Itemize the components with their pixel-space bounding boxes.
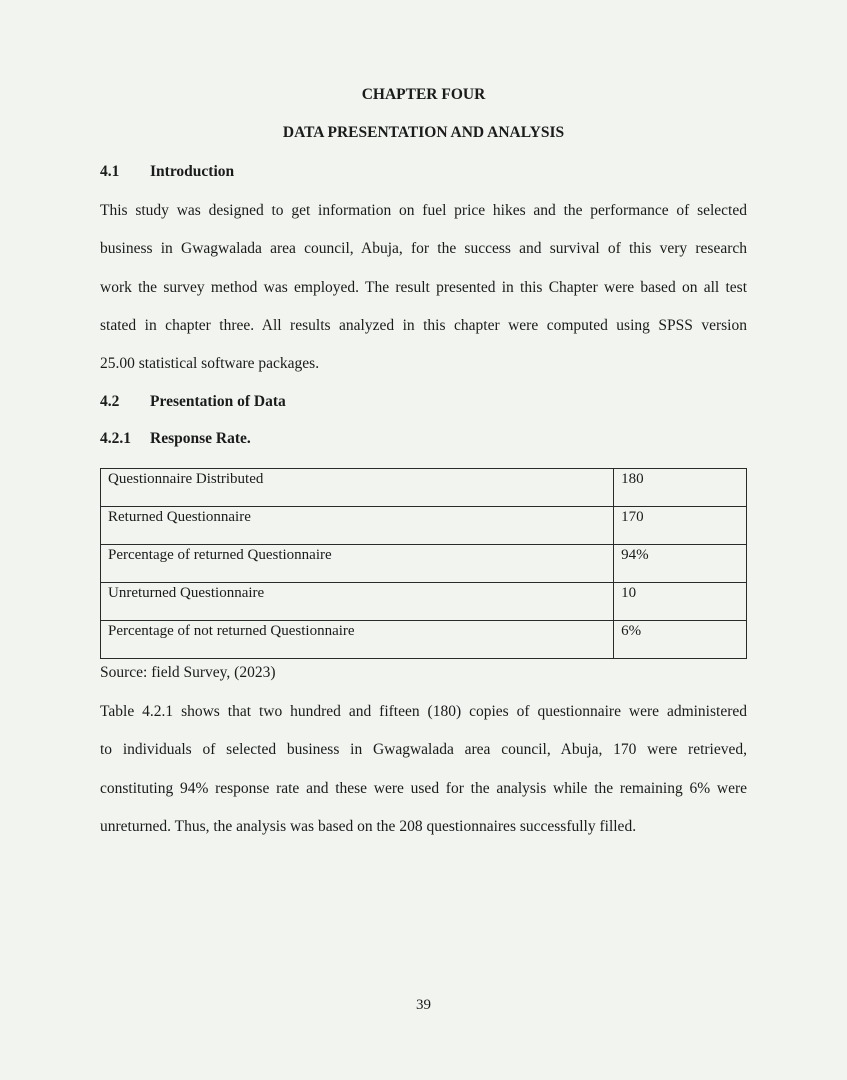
table-row — [101, 507, 747, 545]
row-value: 94% — [614, 545, 747, 583]
analysis-line: constituting 94% response rate and these were used for the analysis while the remaining 6% were — [100, 780, 747, 797]
heading-response-rate — [100, 430, 251, 448]
heading-text: Presentation of Data — [150, 393, 286, 410]
intro-line: 25.00 statistical software packages. — [100, 355, 320, 372]
analysis-line: to individuals of selected business in Gwagwalada area council, Abuja, 170 were retrieved, — [100, 741, 747, 758]
heading-number: 4.2.1 — [100, 430, 131, 447]
intro-line: work the survey method was employed. The result presented in this Chapter were based on all test — [100, 279, 747, 296]
row-label: Returned Questionnaire — [101, 507, 614, 545]
row-value: 6% — [614, 621, 747, 659]
row-label: Percentage of not returned Questionnaire — [101, 621, 614, 659]
table-row — [101, 545, 747, 583]
table-row — [101, 583, 747, 621]
intro-line: stated in chapter three. All results analyzed in this chapter were computed using SPSS version — [100, 317, 747, 334]
heading-presentation-of-data — [100, 393, 286, 411]
table-row — [101, 469, 747, 507]
row-label: Percentage of returned Questionnaire — [101, 545, 614, 583]
analysis-line: unreturned. Thus, the analysis was based on the 208 questionnaires successfully filled. — [100, 818, 637, 835]
row-label: Questionnaire Distributed — [101, 469, 614, 507]
heading-introduction — [100, 163, 234, 181]
analysis-line: Table 4.2.1 shows that two hundred and fifteen (180) copies of questionnaire were administered — [100, 703, 747, 720]
row-value: 180 — [614, 469, 747, 507]
response-rate-table — [100, 468, 747, 659]
table-row — [101, 621, 747, 659]
intro-line: business in Gwagwalada area council, Abuja, for the success and survival of this very research — [100, 240, 747, 257]
heading-number: 4.1 — [100, 163, 120, 180]
row-value: 170 — [614, 507, 747, 545]
section-title: DATA PRESENTATION AND ANALYSIS — [282, 124, 565, 141]
heading-text: Introduction — [150, 163, 235, 180]
heading-number: 4.2 — [100, 393, 120, 410]
page-number: 39 — [416, 997, 431, 1013]
row-label: Unreturned Questionnaire — [101, 583, 614, 621]
intro-line: This study was designed to get information on fuel price hikes and the performance of selected — [100, 202, 747, 219]
chapter-title: CHAPTER FOUR — [361, 86, 486, 103]
table-source: Source: field Survey, (2023) — [100, 664, 276, 681]
heading-text: Response Rate. — [150, 430, 251, 447]
row-value: 10 — [614, 583, 747, 621]
